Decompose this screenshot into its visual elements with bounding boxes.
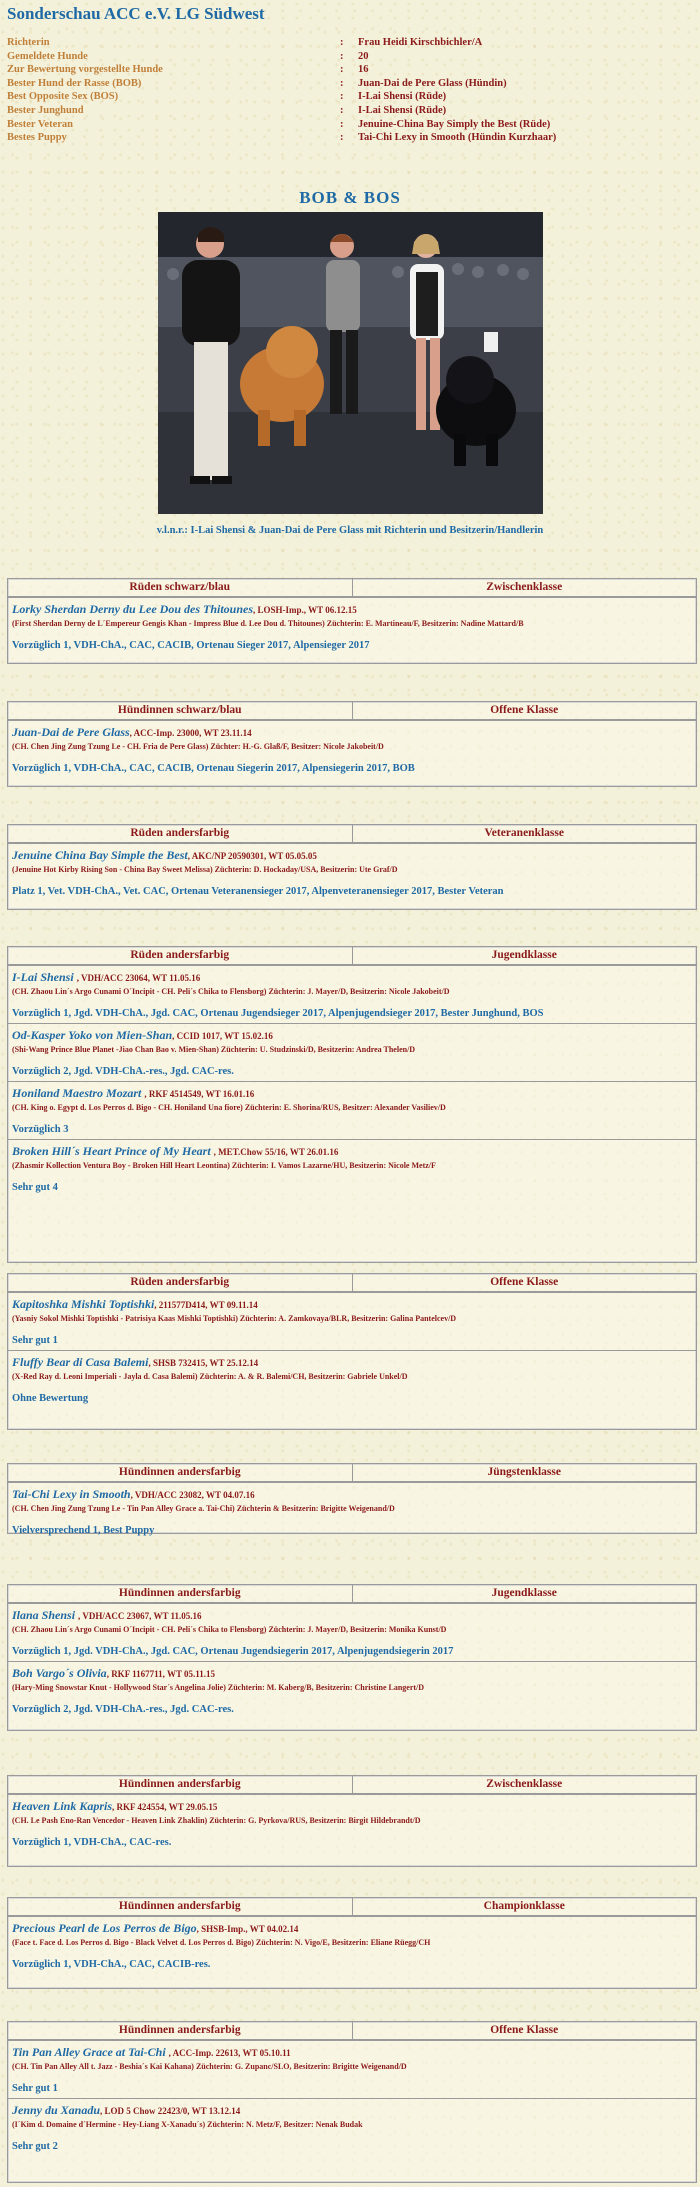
dog-entry — [8, 1603, 696, 1661]
dog-pedigree: (Face t. Face d. Los Perros d. Bigo - Black Velvet d. Los Perros d. Bigo) Züchterin: N. Vigo/E, Besitzerin: Eliane Rüegg/CH — [12, 1938, 431, 1947]
section-header — [8, 579, 696, 597]
info-key: Bester Veteran — [7, 118, 73, 130]
info-separator: : — [340, 104, 344, 116]
dog-result: Vielversprechend 1, Best Puppy — [12, 1525, 155, 1536]
dog-result: Vorzüglich 3 — [12, 1124, 69, 1135]
dog-result: Vorzüglich 1, VDH-ChA., CAC, CACIB, Ortenau Siegerin 2017, Alpensiegerin 2017, BOB — [12, 763, 415, 774]
info-key: Gemeldete Hunde — [7, 50, 88, 62]
section-class: Jüngstenklasse — [487, 1466, 561, 1478]
dog-result: Vorzüglich 1, VDH-ChA., CAC-res. — [12, 1837, 172, 1848]
info-value: Frau Heidi Kirschbichler/A — [358, 37, 483, 48]
dog-pedigree: (I´Kim d. Domaine d´Hermine - Hey-Liang X-Xanadu´s) Züchterin: N. Metz/F, Besitzer: Nenak Budak — [12, 2120, 363, 2129]
dog-entry — [8, 1661, 696, 1719]
info-value: I-Lai Shensi (Rüde) — [358, 91, 447, 103]
bob-bos-photo — [158, 212, 543, 514]
class-section — [7, 1775, 697, 1867]
dog-pedigree: (Jenuine Hot Kirby Rising Son - China Bay Sweet Melissa) Züchterin: D. Hockaday/USA, Besitzerin: Ute Graf/D — [12, 865, 398, 874]
dog-name: Honiland Maestro Mozart — [12, 1086, 145, 1100]
section-group: Rüden andersfarbig — [8, 1274, 353, 1291]
info-value: Tai-Chi Lexy in Smooth (Hündin Kurzhaar) — [358, 132, 557, 144]
dog-name: I-Lai Shensi — [12, 970, 77, 984]
class-section — [7, 946, 697, 1263]
dog-registration: , SHSB-Imp., WT 04.02.14 — [196, 1924, 299, 1934]
dog-entry — [8, 965, 696, 1023]
dog-result: Sehr gut 1 — [12, 2083, 58, 2094]
dog-name: Jenuine China Bay Simple the Best — [12, 848, 188, 862]
dog-name: Tai-Chi Lexy in Smooth — [12, 1487, 131, 1501]
dog-registration: , AKC/NP 20590301, WT 05.05.05 — [187, 851, 317, 861]
dog-pedigree: (CH. Le Pash Eno-Ran Vencedor - Heaven Link Zhaklin) Züchterin: G. Pyrkova/RUS, Besitzerin: Birgit Hildebrandt/D — [12, 1816, 421, 1825]
info-separator: : — [340, 91, 344, 103]
info-row — [7, 36, 697, 50]
dog-registration: , LOD 5 Chow 22423/0, WT 13.12.14 — [100, 2106, 241, 2116]
class-section — [7, 701, 697, 787]
section-header — [8, 1776, 696, 1794]
section-class: Zwischenklasse — [486, 1778, 563, 1790]
dog-entry — [8, 1081, 696, 1139]
class-section — [7, 824, 697, 910]
dog-registration: , ACC-Imp. 22613, WT 05.10.11 — [168, 2048, 291, 2058]
dog-name: Jenny du Xanadu — [12, 2103, 101, 2117]
dog-registration: , LOSH-Imp., WT 06.12.15 — [253, 605, 357, 615]
section-class: Jugendklasse — [491, 949, 557, 961]
info-row — [7, 131, 697, 145]
dog-result: Vorzüglich 1, VDH-ChA., CAC, CACIB-res. — [12, 1959, 211, 1970]
dog-pedigree: (Hary-Ming Snowstar Knut - Hollywood Star´s Angelina Jolie) Züchterin: M. Kaberg/B, Besitzerin: Christine Langert/D — [12, 1683, 425, 1692]
section-group: Rüden andersfarbig — [8, 825, 353, 842]
dog-result: Sehr gut 4 — [12, 1182, 58, 1193]
dog-entry — [8, 2098, 696, 2156]
section-group: Hündinnen andersfarbig — [8, 2022, 353, 2039]
info-row — [7, 50, 697, 64]
info-key: Bester Hund der Rasse (BOB) — [7, 77, 142, 89]
class-section — [7, 578, 697, 664]
dog-registration: , RKF 4514549, WT 16.01.16 — [144, 1089, 255, 1099]
dog-registration: , VDH/ACC 23082, WT 04.07.16 — [130, 1490, 255, 1500]
dog-name: Broken Hill´s Heart Prince of My Heart — [12, 1144, 214, 1158]
dog-name: Heaven Link Kapris — [12, 1799, 113, 1813]
section-header — [8, 1585, 696, 1603]
dog-entry — [8, 843, 696, 901]
info-value: 20 — [358, 50, 369, 62]
section-header — [8, 2022, 696, 2040]
dog-name: Precious Pearl de Los Perros de Bigo — [12, 1921, 197, 1935]
section-header — [8, 825, 696, 843]
dog-result: Vorzüglich 2, Jgd. VDH-ChA.-res., Jgd. CAC-res. — [12, 1066, 234, 1077]
bob-bos-heading: BOB & BOS — [299, 188, 401, 207]
dog-registration: , VDH/ACC 23064, WT 11.05.16 — [76, 973, 201, 983]
dog-registration: , RKF 424554, WT 29.05.15 — [112, 1802, 218, 1812]
photo-illustration — [158, 212, 543, 514]
info-separator: : — [340, 77, 344, 89]
dog-entry — [8, 1916, 696, 1974]
section-class: Zwischenklasse — [486, 581, 563, 593]
dog-entry — [8, 1023, 696, 1081]
section-class: Offene Klasse — [490, 2024, 559, 2036]
dog-pedigree: (CH. Zhaou Lin´s Argo Cunami O´Incipit - CH. Peli´s Chika to Flensborg) Züchterin: J. Mayer/D, Besitzerin: Nicole Jakobeit/D — [12, 987, 450, 996]
dog-entry — [8, 1139, 696, 1197]
class-section — [7, 1463, 697, 1534]
dog-name: Tin Pan Alley Grace at Tai-Chi — [12, 2045, 169, 2059]
dog-result: Vorzüglich 1, Jgd. VDH-ChA., Jgd. CAC, Ortenau Jugendsiegerin 2017, Alpenjugendsiegerin 2017 — [12, 1646, 454, 1657]
dog-registration: , 211577D414, WT 09.11.14 — [154, 1300, 258, 1310]
info-value: I-Lai Shensi (Rüde) — [358, 104, 447, 116]
dog-result: Vorzüglich 2, Jgd. VDH-ChA.-res., Jgd. CAC-res. — [12, 1704, 234, 1715]
info-value: 16 — [358, 64, 369, 76]
info-key: Best Opposite Sex (BOS) — [7, 91, 119, 103]
dog-name: Od-Kasper Yoko von Mien-Shan — [12, 1028, 173, 1042]
info-separator: : — [340, 64, 344, 76]
dog-registration: , CCID 1017, WT 15.02.16 — [172, 1031, 273, 1041]
info-key: Bestes Puppy — [7, 132, 67, 144]
show-info — [7, 36, 697, 145]
dog-entry — [8, 597, 696, 655]
dog-entry — [8, 720, 696, 778]
section-header — [8, 1898, 696, 1916]
dog-pedigree: (Shi-Wang Prince Blue Planet -Jiao Chan Bao v. Mien-Shan) Züchterin: U. Studzinski/D, Besitzerin: Andrea Thelen/D — [12, 1045, 416, 1054]
dog-pedigree: (CH. Tin Pan Alley All t. Jazz - Beshia´s Kai Kahana) Züchterin: G. Zupanc/SLO, Besitzerin: Brigitte Weigenand/D — [12, 2062, 407, 2071]
section-class: Offene Klasse — [490, 1276, 559, 1288]
dog-entry — [8, 1350, 696, 1408]
info-row — [7, 63, 697, 77]
dog-name: Juan-Dai de Pere Glass — [12, 725, 130, 739]
dog-name: Lorky Sherdan Derny du Lee Dou des Thitounes — [12, 602, 254, 616]
section-group: Hündinnen andersfarbig — [8, 1898, 353, 1915]
section-header — [8, 1464, 696, 1482]
info-row — [7, 90, 697, 104]
class-section — [7, 1897, 697, 1989]
dog-name: Boh Vargo´s Olivia — [12, 1666, 107, 1680]
dog-pedigree: (CH. Chen Jing Zung Tzung Le - CH. Fria de Pere Glass) Züchter: H.-G. Glaß/F, Besitzer: Nicole Jakobeit/D — [12, 742, 384, 751]
page-title: Sonderschau ACC e.V. LG Südwest — [7, 4, 265, 23]
dog-registration: , ACC-Imp. 23000, WT 23.11.14 — [129, 728, 252, 738]
dog-pedigree: (X-Red Ray d. Leoni Imperiali - Jayla d. Casa Balemi) Züchterin: A. & R. Balemi/CH, Besitzerin: Gabriele Unkel/D — [12, 1372, 408, 1381]
section-class: Jugendklasse — [491, 1587, 557, 1599]
section-header — [8, 947, 696, 965]
dog-pedigree: (Yasniy Sokol Mishki Toptishki - Patrisiya Kaas Mishki Toptishki) Züchterin: A. Zamkovaya/BLR, Besitzerin: Galina Pantelcev/D — [12, 1314, 457, 1323]
dog-pedigree: (CH. Chen Jing Zung Tzung Le - Tin Pan Alley Grace a. Tai-Chi) Züchterin & Besitzerin: Brigitte Weigenand/D — [12, 1504, 395, 1513]
class-section — [7, 1584, 697, 1731]
dog-pedigree: (First Sherdan Derny de L´Empereur Gengis Khan - Impress Blue d. Lee Dou d. Thitounes) Züchterin: E. Martineau/F, Besitzerin: Nadine Mattard/B — [12, 619, 524, 628]
dog-entry — [8, 1482, 696, 1540]
class-section — [7, 1273, 697, 1430]
dog-entry — [8, 1794, 696, 1852]
info-row — [7, 77, 697, 91]
section-group: Hündinnen andersfarbig — [8, 1776, 353, 1793]
dog-pedigree: (CH. Zhaou Lin´s Argo Cunami O´Incipit - CH. Peli´s Chika to Flensborg) Züchterin: J. Mayer/D, Besitzerin: Monika Kunst/D — [12, 1625, 447, 1634]
dog-result: Sehr gut 1 — [12, 1335, 58, 1346]
dog-registration: , RKF 1167711, WT 05.11.15 — [106, 1669, 216, 1679]
dog-pedigree: (CH. King o. Egypt d. Los Perros d. Bigo - CH. Honiland Una fiore) Züchterin: E. Shorina/RUS, Besitzer: Alexander Vasiliev/D — [12, 1103, 446, 1112]
info-key: Bester Junghund — [7, 104, 84, 116]
info-row — [7, 104, 697, 118]
section-class: Offene Klasse — [490, 704, 559, 716]
dog-result: Platz 1, Vet. VDH-ChA., Vet. CAC, Ortenau Veteranensieger 2017, Alpenveteranensieger 2017, Bester Veteran — [12, 886, 504, 897]
info-key: Richterin — [7, 37, 50, 48]
photo-caption: v.l.n.r.: I-Lai Shensi & Juan-Dai de Pere Glass mit Richterin und Besitzerin/Handlerin — [156, 525, 544, 536]
dog-name: Ilana Shensi — [12, 1608, 79, 1622]
info-value: Juan-Dai de Pere Glass (Hündin) — [358, 77, 507, 89]
section-header — [8, 702, 696, 720]
section-group: Hündinnen andersfarbig — [8, 1585, 353, 1602]
section-header — [8, 1274, 696, 1292]
dog-result: Vorzüglich 1, Jgd. VDH-ChA., Jgd. CAC, Ortenau Jugendsieger 2017, Alpenjugendsieger 2017, Bester Junghund, BOS — [12, 1008, 544, 1019]
dog-entry — [8, 1292, 696, 1350]
dog-registration: , VDH/ACC 23067, WT 11.05.16 — [78, 1611, 202, 1621]
info-separator: : — [340, 132, 344, 144]
info-separator: : — [340, 37, 344, 48]
dog-result: Ohne Bewertung — [12, 1393, 89, 1404]
section-class: Championklasse — [483, 1900, 565, 1912]
section-group: Rüden schwarz/blau — [8, 579, 353, 596]
section-group: Hündinnen schwarz/blau — [8, 702, 353, 719]
section-group: Rüden andersfarbig — [8, 947, 353, 964]
dog-name: Kapitoshka Mishki Toptishki — [12, 1297, 155, 1311]
info-value: Jenuine-China Bay Simply the Best (Rüde) — [358, 118, 551, 130]
dog-result: Vorzüglich 1, VDH-ChA., CAC, CACIB, Ortenau Sieger 2017, Alpensieger 2017 — [12, 640, 370, 651]
dog-entry — [8, 2040, 696, 2098]
dog-result: Sehr gut 2 — [12, 2141, 58, 2152]
section-class: Veteranenklasse — [484, 827, 564, 839]
dog-pedigree: (Zhasmir Kollection Ventura Boy - Broken Hill Heart Leontina) Züchterin: I. Vamos Lazarne/HU, Besitzerin: Nicole Metz/F — [12, 1161, 436, 1170]
dog-name: Fluffy Bear di Casa Balemi — [12, 1355, 149, 1369]
info-key: Zur Bewertung vorgestellte Hunde — [7, 64, 163, 76]
info-separator: : — [340, 50, 344, 62]
dog-registration: , MET.Chow 55/16, WT 26.01.16 — [213, 1147, 339, 1157]
dog-registration: , SHSB 732415, WT 25.12.14 — [148, 1358, 259, 1368]
info-separator: : — [340, 118, 344, 130]
class-section — [7, 2021, 697, 2183]
info-row — [7, 118, 697, 132]
section-group: Hündinnen andersfarbig — [8, 1464, 353, 1481]
